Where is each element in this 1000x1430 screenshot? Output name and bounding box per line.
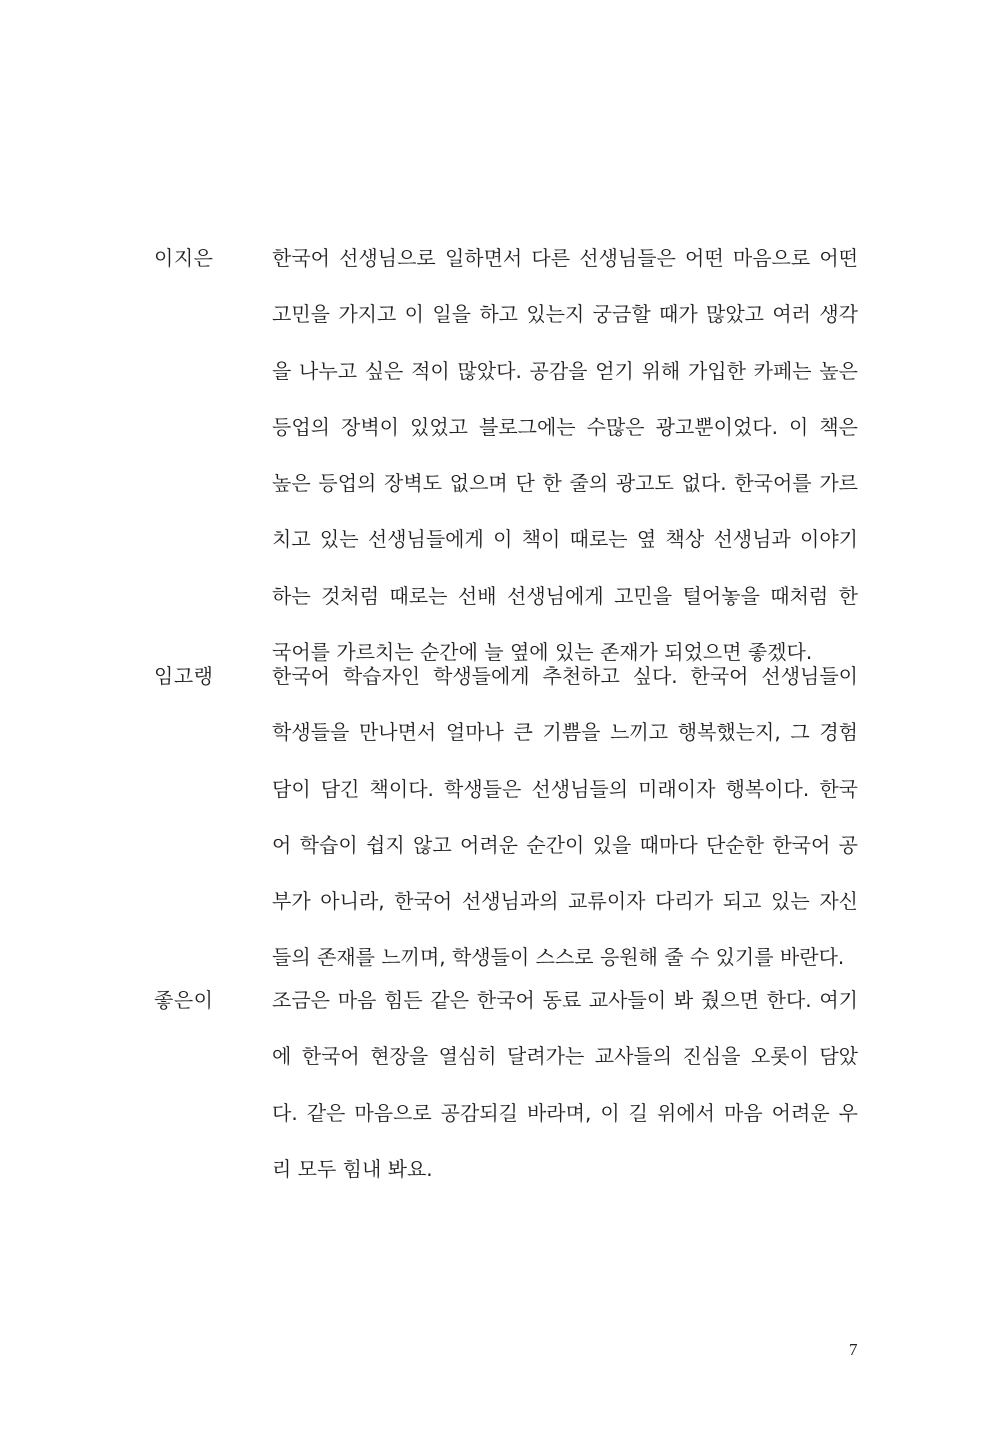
paragraph-line: 고민을 가지고 이 일을 하고 있는지 궁금할 때가 많았고 여러 생각	[272, 302, 858, 327]
paragraph-line: 등업의 장벽이 있었고 블로그에는 수많은 광고뿐이었다. 이 책은	[272, 414, 858, 439]
paragraph-line: 담이 담긴 책이다. 학생들은 선생님들의 미래이자 행복이다. 한국	[272, 776, 858, 801]
paragraph-line: 높은 등업의 장벽도 없으며 단 한 줄의 광고도 없다. 한국어를 가르	[272, 471, 858, 496]
entry-paragraph	[272, 238, 858, 688]
paragraph-line: 한국어 선생님으로 일하면서 다른 선생님들은 어떤 마음으로 어떤	[272, 246, 858, 270]
author-name: 임고랭	[154, 664, 214, 688]
paragraph-line: 에 한국어 현장을 열심히 달려가는 교사들의 진심을 오롯이 담았	[272, 1044, 858, 1069]
paragraph-line: 을 나누고 싶은 적이 많았다. 공감을 얻기 위해 가입한 카페는 높은	[272, 358, 858, 383]
paragraph-line: 어 학습이 쉽지 않고 어려운 순간이 있을 때마다 단순한 한국어 공	[272, 832, 858, 857]
paragraph-line: 조금은 마음 힘든 같은 한국어 동료 교사들이 봐 줬으면 한다. 여기	[272, 988, 858, 1012]
page-number: 7	[849, 1340, 858, 1359]
author-name: 이지은	[154, 246, 214, 270]
author-name: 좋은이	[154, 988, 214, 1012]
entry-paragraph	[272, 980, 858, 1205]
paragraph-line: 하는 것처럼 때로는 선배 선생님에게 고민을 털어놓을 때처럼 한	[272, 583, 858, 608]
paragraph-line: 부가 아니라, 한국어 선생님과의 교류이자 다리가 되고 있는 자신	[272, 889, 858, 914]
paragraph-line: 치고 있는 선생님들에게 이 책이 때로는 옆 책상 선생님과 이야기	[272, 527, 858, 552]
paragraph-line: 들의 존재를 느끼며, 학생들이 스스로 응원해 줄 수 있기를 바란다.	[272, 945, 845, 970]
paragraph-line: 한국어 학습자인 학생들에게 추천하고 싶다. 한국어 선생님들이	[272, 664, 858, 688]
paragraph-line: 다. 같은 마음으로 공감되길 바라며, 이 길 위에서 마음 어려운 우	[272, 1100, 858, 1125]
entry-paragraph	[272, 656, 858, 994]
paragraph-line: 학생들을 만나면서 얼마나 큰 기쁨을 느끼고 행복했는지, 그 경험	[272, 720, 858, 745]
paragraph-line: 리 모두 힘내 봐요.	[272, 1156, 433, 1181]
paragraph-line: 국어를 가르치는 순간에 늘 옆에 있는 존재가 되었으면 좋겠다.	[272, 640, 813, 665]
